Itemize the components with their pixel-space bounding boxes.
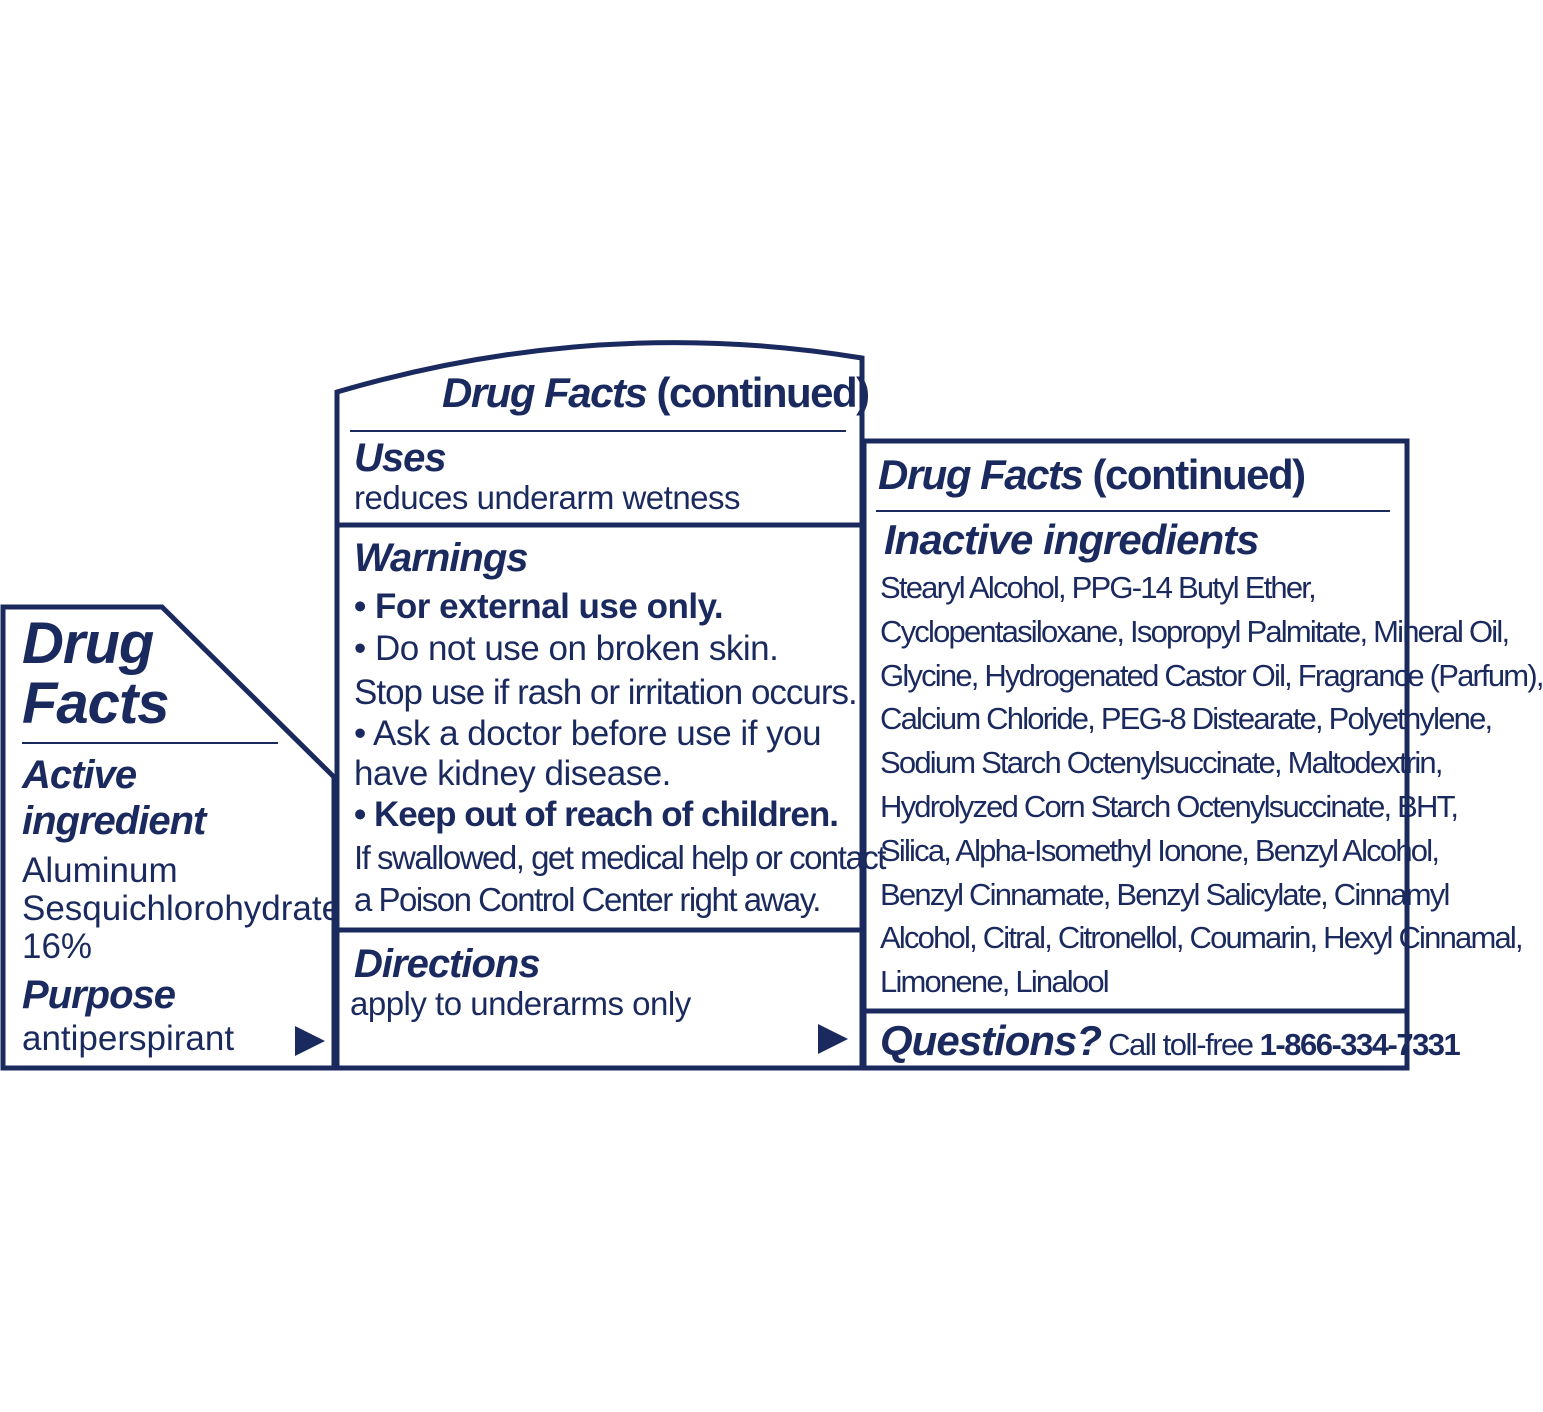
active-ingredient-heading (22, 752, 312, 844)
purpose-value: antiperspirant (22, 1019, 235, 1058)
directions-text: apply to underarms only (350, 985, 691, 1022)
uses-text: reduces underarm wetness (354, 479, 741, 516)
inactive-line: Benzyl Cinnamate, Benzyl Salicylate, Cinnamyl (880, 876, 1449, 912)
panel2-rule (350, 430, 846, 432)
panel2-title-suffix: (continued) (656, 369, 869, 416)
warning-item: • Ask a doctor before use if you (354, 714, 822, 753)
warning-item: • Do not use on broken skin. (354, 629, 779, 668)
inactive-line: Sodium Starch Octenylsuccinate, Maltodextrin, (880, 745, 1442, 781)
panel1-rule (22, 742, 278, 744)
panel1-title-line1: Drug (22, 611, 154, 676)
purpose-heading: Purpose (22, 973, 176, 1017)
panel3-title-suffix: (continued) (1092, 451, 1305, 498)
inactive-ingredients-list (880, 566, 1543, 1004)
inactive-line: Silica, Alpha-Isomethyl Ionone, Benzyl Alcohol, (880, 832, 1439, 868)
warning-item: a Poison Control Center right away. (354, 881, 820, 918)
continue-arrow-icon (295, 1026, 325, 1056)
panel3-rule (876, 510, 1390, 512)
active-heading-line2: ingredient (22, 799, 206, 843)
uses-heading: Uses (354, 436, 446, 480)
panel3-title-main: Drug Facts (878, 451, 1083, 498)
active-ingredient-value (22, 851, 342, 966)
inactive-line: Cyclopentasiloxane, Isopropyl Palmitate, Mineral Oil, (880, 613, 1509, 649)
active-value-line1: Aluminum (22, 851, 178, 890)
warning-item: have kidney disease. (354, 754, 671, 793)
questions-heading: Questions? (880, 1017, 1102, 1064)
directions-heading: Directions (354, 942, 540, 986)
warnings-heading: Warnings (354, 536, 528, 580)
continue-arrow-icon (818, 1024, 848, 1054)
panel3-title (878, 452, 1388, 498)
inactive-line: Stearyl Alcohol, PPG-14 Butyl Ether, (880, 570, 1315, 605)
active-value-line2: Sesquichlorohydrate (22, 889, 342, 928)
warning-item: Stop use if rash or irritation occurs. (354, 673, 857, 712)
questions-text: Call toll-free (1108, 1027, 1253, 1062)
inactive-ingredients-heading: Inactive ingredients (884, 516, 1259, 563)
active-value-line3: 16% (22, 927, 93, 966)
inactive-line: Glycine, Hydrogenated Castor Oil, Fragrance (Parfum), (880, 657, 1543, 693)
active-heading-line1: Active (22, 753, 137, 797)
inactive-line: Calcium Chloride, PEG-8 Distearate, Polyethylene, (880, 701, 1492, 737)
inactive-line: Hydrolyzed Corn Starch Octenylsuccinate, BHT, (880, 788, 1458, 824)
inactive-line: Limonene, Linalool (880, 964, 1108, 1000)
questions-line (880, 1018, 1459, 1068)
panel1-title (22, 611, 262, 736)
inactive-line: Alcohol, Citral, Citronellol, Coumarin, Hexyl Cinnamal, (880, 920, 1522, 956)
warning-item: • Keep out of reach of children. (354, 795, 838, 834)
warning-item: • For external use only. (354, 587, 724, 626)
panel2-title-main: Drug Facts (442, 369, 647, 416)
phone-number: 1-866-334-7331 (1259, 1027, 1460, 1062)
panel1-title-line2: Facts (22, 671, 169, 736)
panel2-title (442, 369, 869, 416)
warning-item: If swallowed, get medical help or contact (354, 839, 885, 876)
